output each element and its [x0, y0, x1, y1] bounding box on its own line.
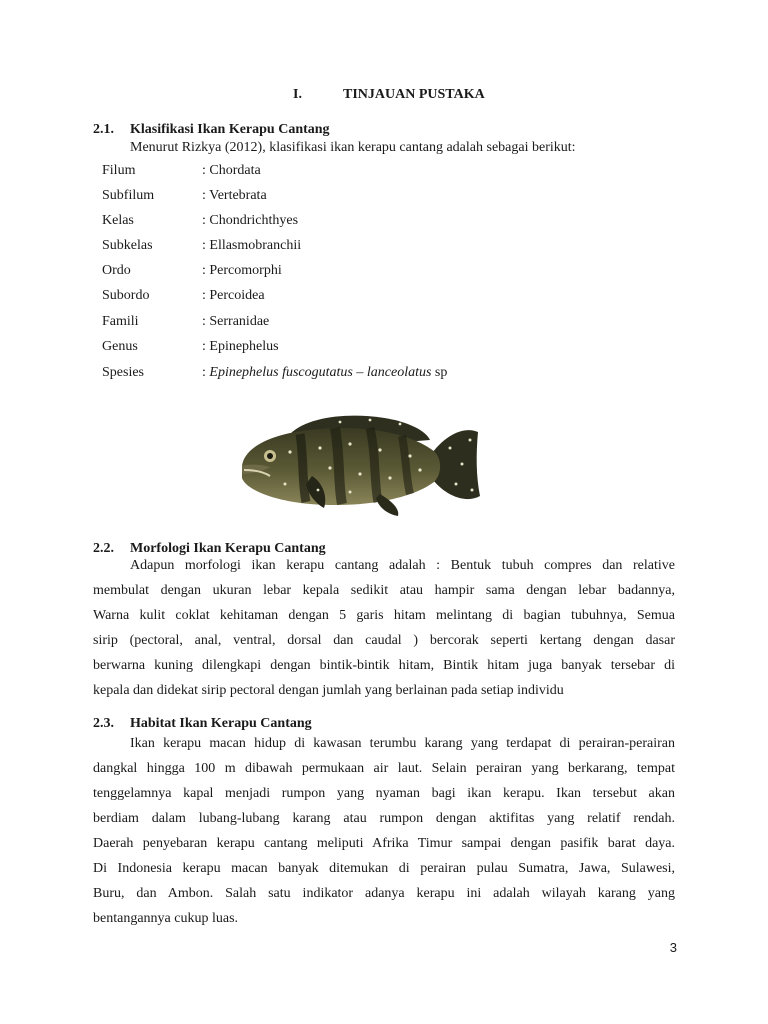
row-label: Kelas — [102, 213, 134, 228]
paragraph-line: sirip (pectoral, anal, ventral, dorsal dan caudal ) bercorak seperti kertang dengan dasar — [93, 633, 675, 648]
row-label: Genus — [102, 339, 138, 354]
row-value: : Serranidae — [202, 314, 270, 329]
classification-row-ordo — [102, 263, 662, 283]
row-label: Subordo — [102, 288, 150, 303]
row-value: : Ellasmobranchii — [202, 238, 302, 253]
row-label: Famili — [102, 314, 139, 329]
paragraph-line: Adapun morfologi ikan kerapu cantang adalah : Bentuk tubuh compres dan relative — [130, 558, 675, 573]
paragraph-line: kepala dan didekat sirip pectoral dengan jumlah yang berlainan pada setiap individu — [93, 683, 564, 698]
row-value: : Vertebrata — [202, 188, 267, 203]
habitat-paragraph — [93, 731, 675, 931]
paragraph-line: berwarna kuning dilengkapi dengan bintik-bintik hitam, Bintik hitam juga banyak tersebar di — [93, 658, 675, 673]
section-title: Morfologi Ikan Kerapu Cantang — [130, 541, 326, 556]
row-label: Subfilum — [102, 188, 155, 203]
paragraph-line: Daerah penyebaran kerapu cantang meliputi Afrika Timur sampai dengan pasifik barat daya. — [93, 836, 675, 851]
row-label: Ordo — [102, 263, 131, 278]
paragraph-line: Warna kulit coklat kehitaman dengan 5 garis hitam melintang di bagian tubuhnya, Semua — [93, 608, 675, 623]
paragraph-line: bentangannya cukup luas. — [93, 911, 239, 926]
classification-row-genus — [102, 339, 662, 359]
chapter-number: I. — [293, 87, 302, 102]
classification-intro: Menurut Rizkya (2012), klasifikasi ikan kerapu cantang adalah sebagai berikut: — [130, 140, 576, 155]
section-heading-2-3 — [93, 716, 312, 732]
species-colon: : — [202, 365, 210, 380]
paragraph-line: tenggelamnya kapal menjadi rumpon yang nyaman bagi ikan kerapu. Ikan tersebut akan — [93, 786, 675, 801]
section-number: 2.1. — [93, 122, 114, 137]
paragraph-line: Di Indonesia kerapu macan banyak ditemukan di perairan pulau Sumatra, Jawa, Sulawesi, — [93, 861, 675, 876]
row-label: Spesies — [102, 365, 144, 380]
page-number: 3 — [669, 940, 677, 955]
classification-row-filum — [102, 163, 662, 183]
classification-row-kelas — [102, 213, 662, 233]
section-heading-2-1 — [93, 122, 330, 138]
row-value: : Chondrichthyes — [202, 213, 299, 228]
section-title: Klasifikasi Ikan Kerapu Cantang — [130, 122, 330, 137]
section-number: 2.3. — [93, 716, 114, 731]
grouper-fish-image — [230, 404, 485, 526]
row-value: : Epinephelus — [202, 339, 279, 354]
species-scientific-name: Epinephelus fuscogutatus – lanceolatus — [209, 365, 432, 380]
row-label: Subkelas — [102, 238, 153, 253]
classification-row-subkelas — [102, 238, 662, 258]
row-label: Filum — [102, 163, 136, 178]
chapter-title-text: TINJAUAN PUSTAKA — [343, 87, 485, 102]
section-number: 2.2. — [93, 541, 114, 556]
classification-row-spesies — [102, 365, 662, 385]
paragraph-line: berdiam dalam lubang-lubang karang atau rumpon dengan aktifitas yang relatif rendah. — [93, 811, 675, 826]
paragraph-line: membulat dengan ukuran lebar kepala sedikit atau hampir sama dengan lebar badannya, — [93, 583, 675, 598]
classification-row-subordo — [102, 288, 662, 308]
row-value: : Chordata — [202, 163, 261, 178]
row-value — [202, 365, 447, 381]
classification-row-subfilum — [102, 188, 662, 208]
paragraph-line: Buru, dan Ambon. Salah satu indikator adanya kerapu ini adalah wilayah karang yang — [93, 886, 675, 901]
morphology-paragraph — [93, 553, 675, 703]
row-value: : Percomorphi — [202, 263, 282, 278]
paragraph-line: Ikan kerapu macan hidup di kawasan terumbu karang yang terdapat di perairan-perairan — [130, 736, 675, 751]
paragraph-line: dangkal hingga 100 m dibawah permukaan air laut. Selain perairan yang berkarang, tempat — [93, 761, 675, 776]
section-title: Habitat Ikan Kerapu Cantang — [130, 716, 312, 731]
species-suffix: sp — [431, 365, 448, 380]
classification-row-famili — [102, 314, 662, 334]
row-value: : Percoidea — [202, 288, 265, 303]
